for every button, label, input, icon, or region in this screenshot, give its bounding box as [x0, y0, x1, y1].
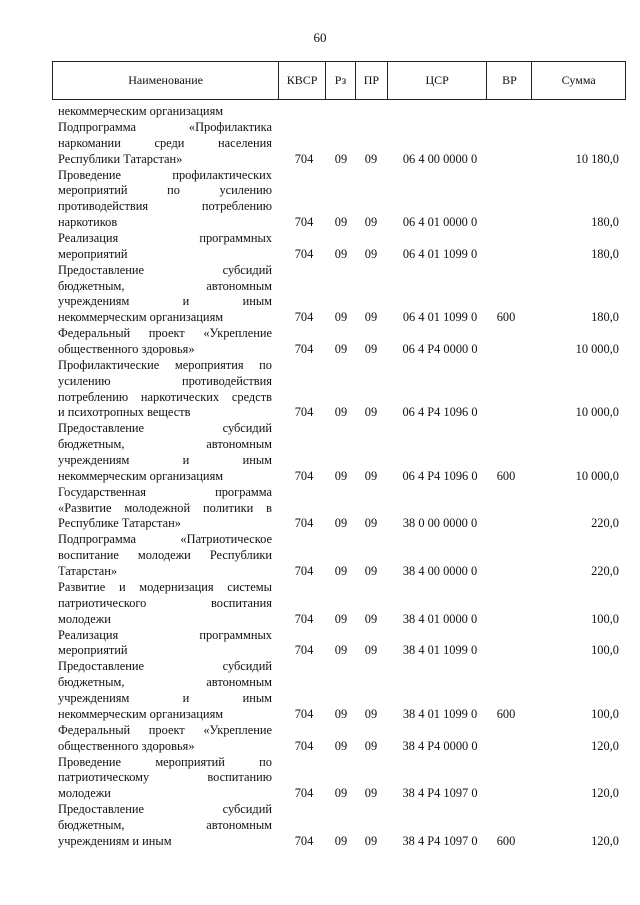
- table-row: [0, 580, 640, 627]
- cell-sum: 10 000,0: [575, 405, 619, 420]
- cell-csr: 38 4 01 0000 0: [402, 611, 478, 626]
- table-row: [0, 120, 640, 167]
- cell-kvsr: 704: [294, 246, 314, 261]
- row-name: [58, 326, 272, 358]
- cell-vr: 600: [496, 833, 516, 848]
- cell-kvsr: 704: [294, 310, 314, 325]
- cell-pr: 09: [364, 643, 378, 658]
- cell-csr: 06 4 00 0000 0: [402, 151, 478, 166]
- header-rz: Рз: [326, 62, 356, 99]
- row-name-line: Проведение мероприятий по: [58, 754, 272, 769]
- row-name-line: бюджетным, автономным: [58, 817, 272, 832]
- cell-csr: 06 4 01 0000 0: [402, 214, 478, 229]
- row-name-line: «Развитие молодежной политики в: [58, 500, 272, 515]
- row-name: [58, 263, 272, 326]
- row-name-line: молодежи: [58, 786, 111, 801]
- cell-sum: 10 180,0: [575, 151, 619, 166]
- row-name-line: некоммерческим организациям: [58, 310, 224, 325]
- cell-kvsr: 704: [294, 516, 314, 531]
- cell-sum: 100,0: [591, 706, 619, 721]
- cell-kvsr: 704: [294, 833, 314, 848]
- row-name-line: Развитие и модернизация системы: [58, 580, 272, 594]
- table-row: [0, 168, 640, 231]
- row-name: [58, 120, 272, 167]
- row-name: [58, 168, 272, 231]
- cell-pr: 09: [364, 468, 378, 483]
- row-name-line: общественного здоровья»: [58, 738, 195, 753]
- cell-rz: 09: [334, 643, 348, 658]
- cell-csr: 06 4 01 1099 0: [402, 246, 478, 261]
- row-name-line: Предоставление субсидий: [58, 421, 272, 436]
- cell-pr: 09: [364, 310, 378, 325]
- header-sum: Сумма: [561, 73, 596, 87]
- row-name: [58, 723, 272, 755]
- cell-csr: 06 4 01 1099 0: [402, 310, 478, 325]
- table-row: [0, 755, 640, 802]
- cell-csr: 38 4 00 0000 0: [402, 563, 478, 578]
- cell-sum: 120,0: [591, 738, 619, 753]
- row-name-line: Проведение профилактических: [58, 167, 272, 182]
- row-name-line: Татарстан»: [58, 563, 118, 578]
- row-name-line: Федеральный проект «Укрепление: [58, 722, 272, 737]
- cell-sum: 100,0: [591, 643, 619, 658]
- row-name-line: патриотического воспитания: [58, 595, 272, 610]
- row-name-line: Республики Татарстан»: [58, 151, 183, 166]
- row-name-line: и психотропных веществ: [58, 405, 191, 420]
- cell-csr: 38 4 01 1099 0: [402, 643, 478, 658]
- table-row: [0, 231, 640, 263]
- cell-rz: 09: [334, 214, 348, 229]
- table-row: [0, 485, 640, 532]
- cell-csr: 38 0 00 0000 0: [402, 516, 478, 531]
- cell-rz: 09: [334, 611, 348, 626]
- table-row: [0, 358, 640, 421]
- cell-sum: 180,0: [591, 246, 619, 261]
- cell-pr: 09: [364, 214, 378, 229]
- row-name-line: бюджетным, автономным: [58, 675, 272, 690]
- cell-rz: 09: [334, 786, 348, 801]
- row-name-line: Государственная программа: [58, 484, 272, 499]
- table-row: [0, 263, 640, 326]
- cell-rz: 09: [334, 405, 348, 420]
- row-name: [58, 802, 272, 849]
- table-row: [0, 628, 640, 660]
- cell-kvsr: 704: [294, 643, 314, 658]
- row-name: [58, 755, 272, 802]
- cell-sum: 10 000,0: [575, 341, 619, 356]
- cell-pr: 09: [364, 563, 378, 578]
- cell-rz: 09: [334, 706, 348, 721]
- cell-kvsr: 704: [294, 214, 314, 229]
- cell-kvsr: 704: [294, 611, 314, 626]
- table-row: [0, 421, 640, 484]
- cell-pr: 09: [364, 738, 378, 753]
- header-name: Наименование: [53, 62, 279, 99]
- cell-csr: 06 4 P4 0000 0: [402, 341, 478, 356]
- cell-csr: 38 4 P4 1097 0: [402, 833, 478, 848]
- cell-vr: 600: [496, 468, 516, 483]
- cell-csr: 38 4 P4 1097 0: [402, 786, 478, 801]
- cell-rz: 09: [334, 516, 348, 531]
- table-row: [0, 802, 640, 849]
- row-name-line: общественного здоровья»: [58, 341, 195, 356]
- row-name: [58, 628, 272, 660]
- row-name-line: Реализация программных: [58, 231, 272, 245]
- cell-csr: 38 4 P4 0000 0: [402, 738, 478, 753]
- table-row: [0, 659, 640, 722]
- row-name: [58, 659, 272, 722]
- row-name-line: Подпрограмма «Профилактика: [58, 120, 272, 134]
- row-name-line: бюджетным, автономным: [58, 437, 272, 452]
- header-pr: ПР: [356, 62, 388, 99]
- row-name: [58, 580, 272, 627]
- cell-sum: 120,0: [591, 786, 619, 801]
- cell-kvsr: 704: [294, 563, 314, 578]
- row-name-line: Предоставление субсидий: [58, 262, 272, 277]
- cell-sum: 220,0: [591, 516, 619, 531]
- cell-kvsr: 704: [294, 151, 314, 166]
- cell-sum: 180,0: [591, 310, 619, 325]
- row-name-line: Предоставление субсидий: [58, 802, 272, 817]
- cell-pr: 09: [364, 611, 378, 626]
- row-name-line: усилению противодействия: [58, 373, 272, 388]
- cell-sum: 220,0: [591, 563, 619, 578]
- cell-rz: 09: [334, 833, 348, 848]
- row-name-line: Предоставление субсидий: [58, 659, 272, 674]
- row-name: [58, 532, 272, 579]
- table-row: [0, 723, 640, 755]
- row-name-line: воспитание молодежи Республики: [58, 548, 272, 563]
- cell-vr: 600: [496, 706, 516, 721]
- cell-sum: 100,0: [591, 611, 619, 626]
- row-name: [58, 358, 272, 421]
- cell-pr: 09: [364, 151, 378, 166]
- row-name-line: Федеральный проект «Укрепление: [58, 326, 272, 341]
- row-name-line: наркотиков: [58, 214, 118, 229]
- table-row: [0, 532, 640, 579]
- cell-rz: 09: [334, 468, 348, 483]
- cell-sum: 120,0: [591, 833, 619, 848]
- row-name-line: наркомании среди населения: [58, 135, 272, 150]
- row-name-line: учреждениям и иным: [58, 690, 272, 705]
- row-name: [58, 104, 272, 120]
- cell-pr: 09: [364, 786, 378, 801]
- cell-sum: 10 000,0: [575, 468, 619, 483]
- table-row: [0, 104, 640, 120]
- row-name-line: мероприятий по усилению: [58, 183, 272, 198]
- row-name-line: Профилактические мероприятия по: [58, 358, 272, 372]
- row-name: [58, 421, 272, 484]
- row-name-line: некоммерческим организациям: [58, 468, 224, 483]
- row-name-line: мероприятий: [58, 246, 128, 261]
- row-name-line: Республике Татарстан»: [58, 516, 181, 531]
- cell-csr: 06 4 P4 1096 0: [402, 405, 478, 420]
- cell-pr: 09: [364, 706, 378, 721]
- row-name-line: Подпрограмма «Патриотическое: [58, 532, 272, 547]
- cell-kvsr: 704: [294, 706, 314, 721]
- cell-kvsr: 704: [294, 341, 314, 356]
- cell-rz: 09: [334, 738, 348, 753]
- row-name-line: противодействия потреблению: [58, 199, 272, 214]
- cell-csr: 38 4 01 1099 0: [402, 706, 478, 721]
- cell-rz: 09: [334, 341, 348, 356]
- row-name-line: учреждениям и иным: [58, 294, 272, 309]
- cell-pr: 09: [364, 516, 378, 531]
- row-name-line: бюджетным, автономным: [58, 278, 272, 293]
- cell-csr: 06 4 P4 1096 0: [402, 468, 478, 483]
- table-row: [0, 326, 640, 358]
- cell-kvsr: 704: [294, 468, 314, 483]
- row-name-line: некоммерческим организациям: [58, 104, 224, 118]
- row-name: [58, 231, 272, 263]
- header-vr: ВР: [487, 62, 532, 99]
- cell-vr: 600: [496, 310, 516, 325]
- cell-pr: 09: [364, 833, 378, 848]
- cell-kvsr: 704: [294, 738, 314, 753]
- row-name: [58, 485, 272, 532]
- cell-rz: 09: [334, 246, 348, 261]
- row-name-line: патриотическому воспитанию: [58, 770, 272, 785]
- header-kvsr: КВСР: [279, 62, 326, 99]
- page-number: 60: [313, 30, 327, 45]
- cell-pr: 09: [364, 405, 378, 420]
- row-name-line: учреждениям и иным: [58, 833, 172, 848]
- row-name-line: некоммерческим организациям: [58, 706, 224, 721]
- cell-pr: 09: [364, 246, 378, 261]
- cell-sum: 180,0: [591, 214, 619, 229]
- row-name-line: мероприятий: [58, 643, 128, 658]
- cell-rz: 09: [334, 151, 348, 166]
- header-csr: ЦСР: [388, 62, 488, 99]
- row-name-line: потреблению наркотических средств: [58, 389, 272, 404]
- row-name-line: Реализация программных: [58, 627, 272, 642]
- cell-rz: 09: [334, 563, 348, 578]
- cell-rz: 09: [334, 310, 348, 325]
- cell-kvsr: 704: [294, 405, 314, 420]
- cell-kvsr: 704: [294, 786, 314, 801]
- row-name-line: молодежи: [58, 611, 111, 626]
- row-name-line: учреждениям и иным: [58, 452, 272, 467]
- cell-pr: 09: [364, 341, 378, 356]
